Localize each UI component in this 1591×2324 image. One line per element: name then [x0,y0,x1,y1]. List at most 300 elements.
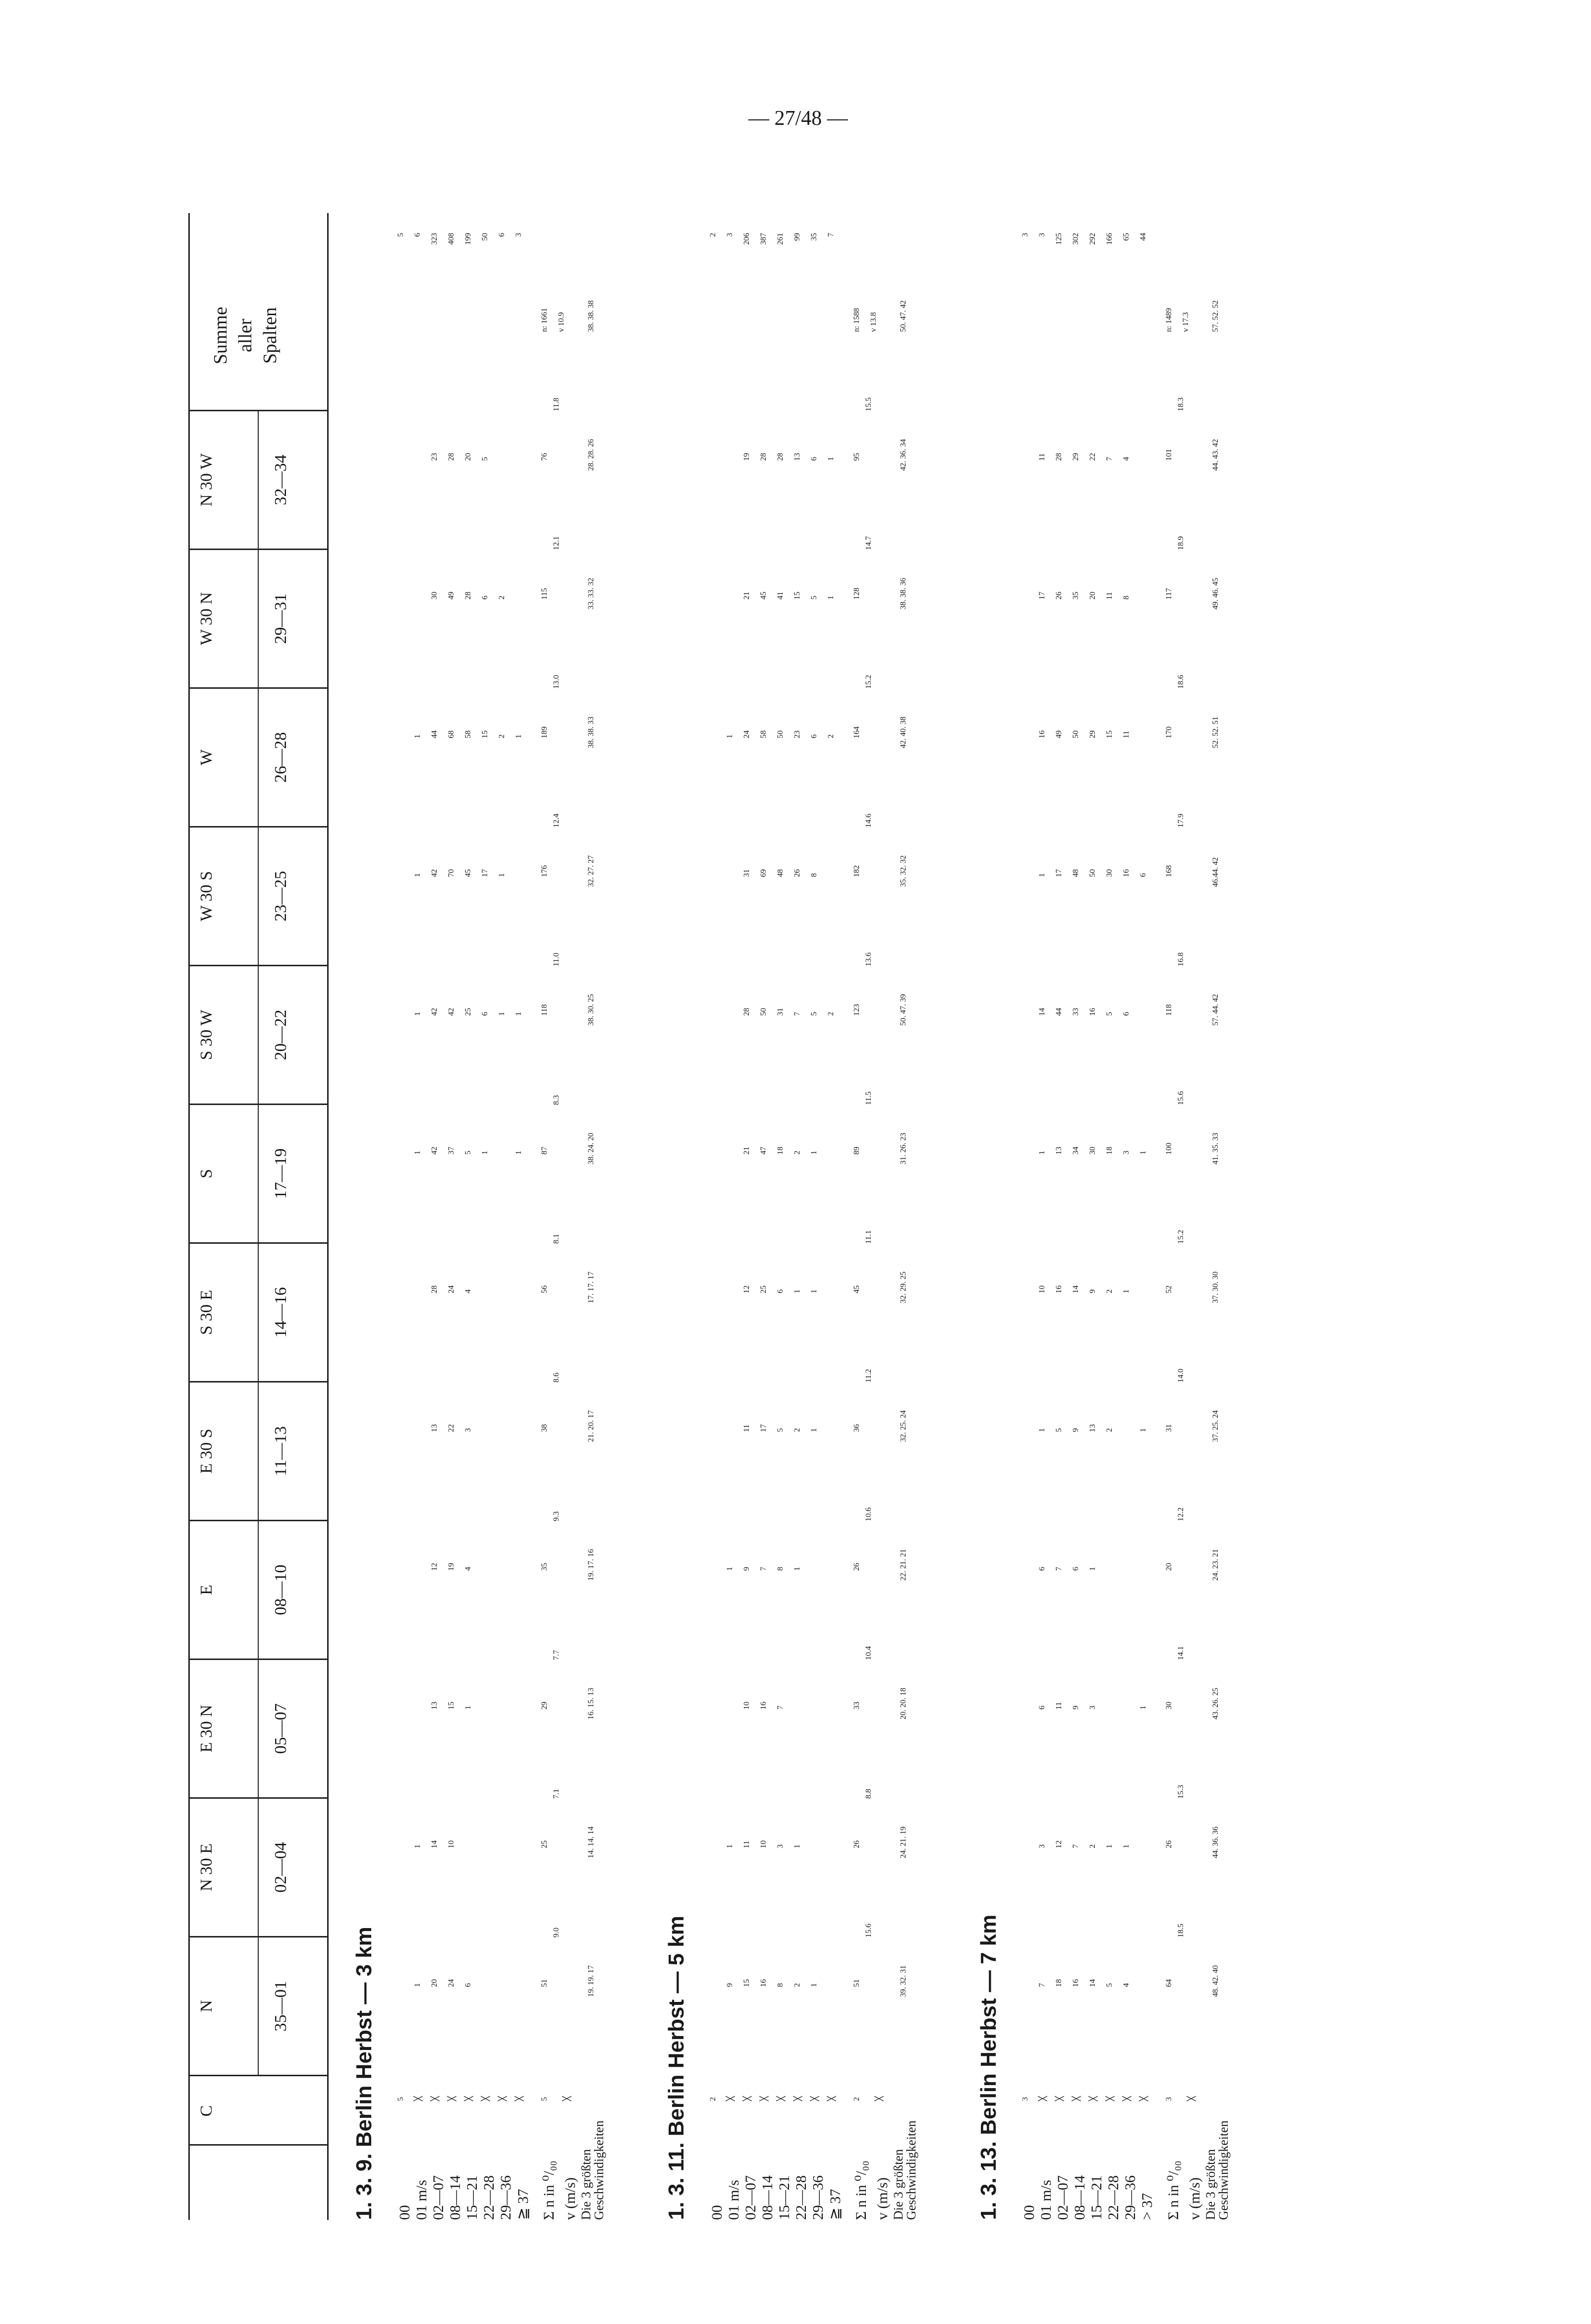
cell-n: 36 [852,1424,861,1432]
cell-value: 13 [1055,1147,1063,1155]
header-dir-rule [258,966,259,1104]
cell-value: 1 [413,1844,422,1848]
cell-value: 1 [1139,1151,1147,1155]
cell-value: 10 [1038,1285,1046,1293]
cell-greatest: 38. 30. 25 [587,994,595,1026]
header-range-label: 32—34 [272,454,290,505]
summe-value: 3 [726,233,734,237]
summe-value: 50 [481,233,489,241]
summe-v: v 17.3 [1182,312,1190,332]
cell-value: 9 [1088,1289,1097,1293]
header-range-label: 29—31 [272,593,290,644]
cell-v: 10.6 [864,1507,873,1521]
cell-v: 18.5 [1177,1924,1185,1937]
cell-value: 50 [776,730,785,738]
cross-mark: ╳ [482,2096,490,2101]
summe-value: 261 [776,233,785,245]
cell-v: 14.7 [864,536,873,550]
cell-value: 14 [1038,1008,1046,1016]
header-dir-label: S [197,1169,216,1178]
summe-value: 2 [709,233,717,237]
cell-v: 18.9 [1177,536,1185,550]
summe-value: 6 [413,233,422,237]
cell-value: 6 [481,596,489,600]
cell-greatest: 19. 17. 16 [587,1549,595,1581]
cell-n: 26 [852,1840,861,1848]
header-range-label: 17—19 [272,1148,290,1199]
section-2 [664,213,942,2220]
cell-value: 1 [810,1983,818,1987]
cell-v: 15.6 [1177,1091,1185,1105]
summe-value: 7 [827,233,835,237]
cell-n: 26 [852,1563,861,1571]
cell-value: 47 [759,1147,768,1155]
cell-value: 1 [726,1567,734,1571]
cell-value: 1 [1038,1151,1046,1155]
cell-v: 11.0 [552,952,561,966]
header-range-label: 14—16 [272,1287,290,1338]
row-label: 22—28 [793,2175,809,2220]
cell-greatest: 38. 24. 20 [587,1133,595,1164]
cell-greatest: 28. 28. 26 [587,439,595,471]
cell-value: 45 [759,592,768,600]
header-c-label: C [197,2105,216,2117]
cell-value: 3 [1038,1844,1046,1848]
cell-value: 11 [1122,730,1131,738]
cell-greatest: 57. 44. 42 [1211,994,1220,1026]
header-range-label: 20—22 [272,1009,290,1060]
section-name: Berlin Herbst — 5 km [664,1916,688,2137]
cell-value: 14 [1088,1979,1097,1987]
cell-value: 2 [1105,1428,1114,1432]
cell-n: 52 [1165,1285,1173,1293]
cell-value: 12 [1055,1840,1063,1848]
header-col-6 [188,1244,327,1383]
cell-value: 19 [742,453,751,461]
cell-value: 9 [726,1983,734,1987]
page-number: — 27/48 — [748,107,848,130]
cell-value: 25 [464,1008,472,1016]
cell-value: 2 [1088,1844,1097,1848]
cell-n: 51 [540,1979,549,1987]
cell-value: 2 [1105,1289,1114,1293]
row-label: 00 [397,2205,413,2220]
cell-value: 11 [742,1424,751,1432]
cell-value: 68 [447,730,455,738]
cell-value: 7 [1105,457,1114,461]
cell-value: 5 [481,457,489,461]
row-label: 15—21 [464,2175,480,2220]
cell-greatest: 14. 14. 14 [587,1826,595,1858]
summe-n: n: 1661 [540,308,549,332]
header-dir-label: S 30 W [197,1009,216,1060]
cross-mark: ╳ [1188,2096,1196,2101]
header-col-2 [188,1799,327,1937]
cell-n: 118 [540,1004,549,1016]
cross-mark: ╳ [414,2096,423,2101]
c-value: 2 [852,2097,861,2101]
cell-value: 15 [481,730,489,738]
cell-greatest: 42. 36. 34 [899,439,908,471]
cell-value: 50 [1088,869,1097,877]
cell-v: 13.6 [864,952,873,966]
summe-value: 3 [514,233,523,237]
summe-n: n: 1588 [852,308,861,332]
summe-value: 44 [1139,233,1147,241]
header-dir-rule [258,1244,259,1381]
cell-value: 2 [793,1151,801,1155]
cell-value: 3 [464,1428,472,1432]
cell-n: 87 [540,1147,549,1155]
cell-greatest: 17. 17. 17 [587,1272,595,1303]
cell-value: 9 [1072,1428,1080,1432]
cell-value: 1 [1105,1844,1114,1848]
cell-value: 25 [759,1285,768,1293]
cell-value: 31 [776,1008,785,1016]
cell-value: 17 [1038,592,1046,600]
cell-value: 6 [1038,1706,1046,1710]
cell-value: 22 [1088,453,1097,461]
cell-v: 8.3 [552,1095,561,1105]
cell-value: 44 [1055,1008,1063,1016]
summe-greatest: 57. 52. 52 [1211,300,1220,332]
cell-value: 1 [413,734,422,738]
cell-greatest: 37. 25. 24 [1211,1410,1220,1442]
cell-value: 1 [498,873,506,877]
cell-v: 9.0 [552,1928,561,1937]
cell-value: 2 [498,596,506,600]
cell-v: 15.5 [864,397,873,411]
cell-n: 189 [540,726,549,738]
summe-value: 302 [1072,233,1080,245]
cell-n: 33 [852,1702,861,1710]
cell-n: 45 [852,1285,861,1293]
cell-value: 16 [1088,1008,1097,1016]
summe-greatest: 50. 47. 42 [899,300,908,332]
cell-value: 28 [430,1285,439,1293]
summe-value: 199 [464,233,472,245]
summe-value: 292 [1088,233,1097,245]
header-c-separator [188,2144,327,2146]
cell-n: 100 [1165,1143,1173,1155]
cell-value: 1 [1122,1289,1131,1293]
cell-greatest: 37. 30. 30 [1211,1272,1220,1303]
row-label: 08—14 [447,2175,463,2220]
header-range-label: 08—10 [272,1564,290,1615]
cell-value: 23 [793,730,801,738]
cell-value: 1 [498,1012,506,1016]
cell-value: 1 [413,873,422,877]
cell-v: 14.6 [864,814,873,828]
cell-value: 1 [413,1012,422,1016]
header-dir-label: N 30 E [197,1843,216,1891]
cell-value: 7 [1072,1844,1080,1848]
cell-value: 37 [447,1147,455,1155]
cell-value: 11 [1105,592,1114,600]
cell-value: 1 [793,1567,801,1571]
cell-v: 15.2 [1177,1230,1185,1244]
cell-v: 11.2 [864,1369,873,1383]
cell-value: 20 [464,453,472,461]
cell-value: 1 [413,1151,422,1155]
cross-mark: ╳ [760,2096,769,2101]
cell-value: 9 [1072,1706,1080,1710]
cross-mark: ╳ [431,2096,440,2101]
cell-n: 170 [1165,726,1173,738]
cell-greatest: 32. 25. 24 [899,1410,908,1442]
header-dir-label: E 30 N [197,1705,216,1753]
header-col-7 [188,1105,327,1244]
cell-v: 7.1 [552,1789,561,1799]
cell-value: 5 [1055,1428,1063,1432]
cell-value: 29 [1072,453,1080,461]
cell-value: 2 [793,1983,801,1987]
cell-value: 6 [1038,1567,1046,1571]
cell-value: 11 [1038,453,1046,461]
cell-value: 12 [742,1285,751,1293]
cell-v: 15.3 [1177,1785,1185,1799]
cell-value: 4 [1122,457,1131,461]
cell-value: 28 [776,453,785,461]
cross-mark: ╳ [727,2096,735,2101]
row-label: 01 m/s [413,2180,430,2220]
cell-value: 41 [776,592,785,600]
summe-value: 5 [397,233,405,237]
cell-n: 31 [1165,1424,1173,1432]
cell-value: 12 [430,1563,439,1571]
header-dir-rule [258,689,259,826]
cell-value: 15 [1105,730,1114,738]
cell-value: 6 [810,457,818,461]
cell-value: 34 [1072,1147,1080,1155]
cell-value: 1 [827,457,835,461]
header-col-8 [188,966,327,1105]
cell-value: 26 [793,869,801,877]
section-3 [976,213,1254,2220]
cell-value: 8 [1122,596,1131,600]
header-summe-line: aller [235,319,256,352]
cell-value: 26 [1055,592,1063,600]
row-label: 29—36 [1122,2175,1138,2220]
cell-value: 58 [759,730,768,738]
cell-value: 18 [776,1147,785,1155]
cell-value: 16 [759,1979,768,1987]
cell-value: 3 [1122,1151,1131,1155]
cell-n: 168 [1165,865,1173,877]
cell-value: 22 [447,1424,455,1432]
cell-value: 5 [1105,1983,1114,1987]
cell-value: 20 [1088,592,1097,600]
cell-value: 6 [810,734,818,738]
cell-greatest: 43. 26. 25 [1211,1688,1220,1719]
row-label: Σ n in ⁰/₀₀ [541,2160,557,2220]
cell-n: 51 [852,1979,861,1987]
summe-value: 387 [759,233,768,245]
cell-value: 24 [447,1979,455,1987]
cell-n: 29 [540,1702,549,1710]
header-col-1 [188,1937,327,2076]
cell-value: 11 [1055,1702,1063,1710]
cell-greatest: 38. 38. 33 [587,717,595,748]
cell-greatest: 42. 40. 38 [899,717,908,748]
row-label: Die 3 größten [1203,2149,1218,2220]
cell-value: 6 [464,1983,472,1987]
cell-value: 1 [481,1151,489,1155]
cell-value: 30 [1088,1147,1097,1155]
cell-greatest: 20. 20. 18 [899,1688,908,1719]
cell-n: 182 [852,865,861,877]
header-col-11 [188,550,327,689]
summe-greatest: 38. 38. 38 [587,300,595,332]
row-label: 01 m/s [726,2180,742,2220]
cell-v: 14.1 [1177,1646,1185,1660]
row-label: 29—36 [498,2175,514,2220]
cell-value: 1 [793,1844,801,1848]
cell-value: 49 [447,592,455,600]
cell-greatest: 24. 23. 21 [1211,1549,1220,1581]
row-label: Geschwindigkeiten [904,2120,918,2220]
cell-value: 5 [464,1151,472,1155]
cell-n: 20 [1165,1563,1173,1571]
cell-value: 1 [1038,873,1046,877]
header-summe-line: Summe [210,306,231,365]
cell-value: 50 [759,1008,768,1016]
cell-value: 1 [726,1844,734,1848]
row-label: ≧ 37 [515,2189,531,2220]
cell-greatest: 48. 42. 40 [1211,1965,1220,1997]
cell-value: 28 [742,1008,751,1016]
header-dir-rule [258,1799,259,1936]
cell-value: 3 [1088,1706,1097,1710]
header-dir-rule [258,1521,259,1659]
cell-value: 2 [793,1428,801,1432]
cell-value: 30 [430,592,439,600]
cell-v: 11.5 [864,1091,873,1105]
cell-value: 16 [759,1702,768,1710]
cell-v: 8.8 [864,1789,873,1799]
header-dir-label: W [197,749,216,766]
cell-value: 30 [1105,869,1114,877]
cell-value: 5 [810,1012,818,1016]
summe-value: 3 [1038,233,1046,237]
header-dir-rule [258,1105,259,1242]
cell-value: 3 [776,1844,785,1848]
section-title [664,1916,689,2220]
cell-n: 64 [1165,1979,1173,1987]
cross-mark: ╳ [515,2096,524,2101]
cell-value: 5 [1105,1012,1114,1016]
cell-value: 1 [1088,1567,1097,1571]
cross-mark: ╳ [811,2096,819,2101]
section-name: Berlin Herbst — 3 km [352,1927,376,2148]
cell-value: 1 [793,1289,801,1293]
cell-value: 28 [464,592,472,600]
cell-value: 13 [793,453,801,461]
summe-value: 125 [1055,233,1063,245]
row-label: 22—28 [481,2175,497,2220]
row-label: v (m/s) [562,2177,578,2220]
section-number: 1. 3. 9. [352,2147,376,2220]
row-label: 08—14 [759,2175,776,2220]
cell-value: 69 [759,869,768,877]
cell-n: 56 [540,1285,549,1293]
cell-value: 10 [447,1840,455,1848]
cell-value: 42 [430,869,439,877]
header-range-label: 26—28 [272,732,290,783]
cell-greatest: 44. 43. 42 [1211,439,1220,471]
cell-n: 115 [540,588,549,600]
cell-v: 13.0 [552,675,561,689]
section-name: Berlin Herbst — 7 km [976,1914,1001,2135]
row-label: Die 3 größten [891,2149,906,2220]
c-value: 3 [1165,2097,1173,2101]
cell-value: 1 [514,734,523,738]
cell-greatest: 49. 46. 45 [1211,578,1220,609]
cell-value: 13 [1088,1424,1097,1432]
cell-value: 44 [430,730,439,738]
header-range-label: 11—13 [272,1426,290,1476]
cross-mark: ╳ [1140,2096,1148,2101]
cell-value: 21 [742,592,751,600]
cell-value: 1 [1139,1706,1147,1710]
row-label: 02—07 [742,2175,759,2220]
header-dir-rule [258,1660,259,1797]
cross-mark: ╳ [1123,2096,1132,2101]
row-label: 22—28 [1105,2175,1122,2220]
summe-value: 3 [1021,233,1029,237]
header-dir-rule [258,828,259,965]
row-label: 00 [1021,2205,1037,2220]
cell-v: 15.2 [864,675,873,689]
cell-value: 16 [1055,1285,1063,1293]
summe-value: 206 [742,233,751,245]
row-label: ≧ 37 [827,2189,844,2220]
cross-mark: ╳ [499,2096,507,2101]
cell-value: 17 [759,1424,768,1432]
cell-n: 89 [852,1147,861,1155]
cell-greatest: 39. 32. 31 [899,1965,908,1997]
row-label: 02—07 [1055,2175,1071,2220]
header-dir-label: N [197,2000,216,2012]
row-label: v (m/s) [874,2177,891,2220]
header-dir-rule [258,1383,259,1520]
header-col-12 [188,411,327,550]
cell-value: 50 [1072,730,1080,738]
cell-v: 18.6 [1177,675,1185,689]
cell-value: 6 [481,1012,489,1016]
c-value: 5 [540,2097,549,2101]
cell-value: 1 [464,1706,472,1710]
cross-mark: ╳ [465,2096,473,2101]
header-dir-label: N 30 W [197,453,216,507]
c-value: 2 [709,2097,717,2101]
header-dir-rule [258,1937,259,2075]
c-value: 3 [1021,2097,1029,2101]
cell-value: 1 [514,1012,523,1016]
cell-greatest: 41. 35. 33 [1211,1133,1220,1164]
cell-value: 8 [776,1983,785,1987]
cell-value: 4 [464,1567,472,1571]
header-range-label: 02—04 [272,1842,290,1893]
cell-value: 2 [498,734,506,738]
cell-v: 8.6 [552,1373,561,1383]
row-label: Geschwindigkeiten [592,2120,606,2220]
cell-value: 2 [827,734,835,738]
header-dir-label: E [197,1585,216,1595]
header-dir-rule [258,411,259,549]
cell-value: 14 [430,1840,439,1848]
cell-value: 1 [810,1428,818,1432]
